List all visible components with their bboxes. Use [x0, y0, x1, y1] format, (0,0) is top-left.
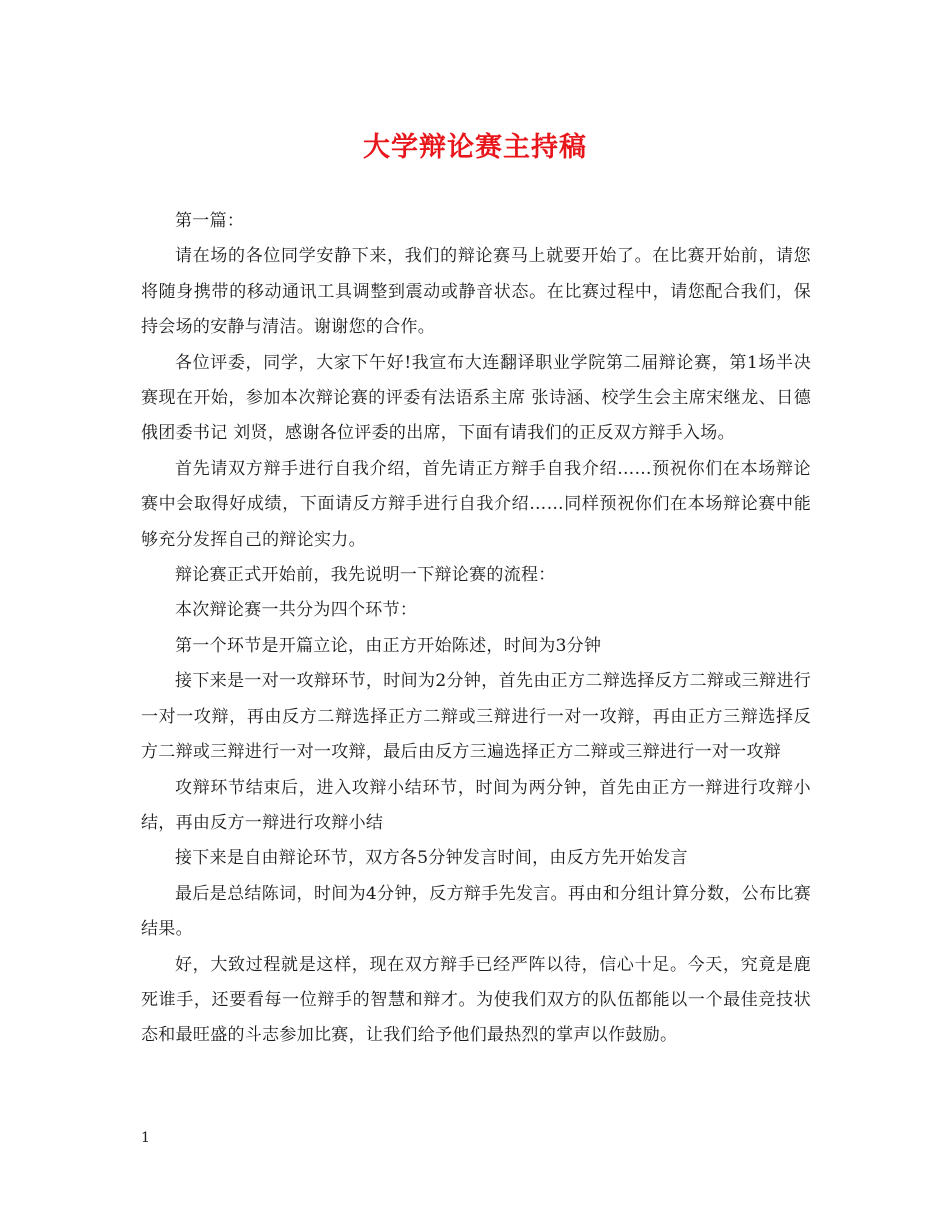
paragraph: 接下来是自由辩论环节，双方各5分钟发言时间，由反方先开始发言 — [175, 848, 688, 869]
paragraph: 首先请双方辩手进行自我介绍，首先请正方辩手自我介绍……预祝你们在本场辩论赛中会取得好成绩，下面请反方辩手进行自我介绍……同样预祝你们在本场辩论赛中能够充分发挥自己的辩论实力。 — [141, 458, 811, 550]
paragraph: 请在场的各位同学安静下来，我们的辩论赛马上就要开始了。在比赛开始前，请您将随身携带的移动通讯工具调整到震动或静音状态。在比赛过程中，请您配合我们，保持会场的安静与清洁。谢谢您的合作。 — [141, 246, 811, 338]
paragraph: 各位评委，同学，大家下午好!我宣布大连翻译职业学院第二届辩论赛，第1场半决赛现在开始，参加本次辩论赛的评委有法语系主席 张诗涵、校学生会主席宋继龙、日德俄团委书记 刘贤，感谢各位评委的出席，下面有请我们的正反双方辩手入场。 — [141, 352, 811, 444]
page-number: 1 — [141, 1130, 150, 1146]
section-heading: 第一篇： — [175, 211, 245, 231]
document-title: 大学辩论赛主持稿 — [363, 132, 587, 163]
paragraph: 好，大致过程就是这样，现在双方辩手已经严阵以待，信心十足。今天，究竟是鹿死谁手，还要看每一位辩手的智慧和辩才。为使我们双方的队伍都能以一个最佳竞技状态和最旺盛的斗志参加比赛，让我们给予他们最热烈的掌声以作鼓励。 — [141, 954, 811, 1046]
paragraph: 攻辩环节结束后，进入攻辩小结环节，时间为两分钟，首先由正方一辩进行攻辩小结，再由反方一辩进行攻辩小结 — [141, 777, 811, 833]
paragraph: 第一个环节是开篇立论，由正方开始陈述，时间为3分钟 — [175, 635, 602, 656]
paragraph: 接下来是一对一攻辩环节，时间为2分钟，首先由正方二辩选择反方二辩或三辩进行一对一攻辩，再由反方二辩选择正方二辩或三辩进行一对一攻辩，再由正方三辩选择反方二辩或三辩进行一对一攻辩，最后由反方三遍选择正方二辩或三辩进行一对一攻辩 — [141, 671, 811, 763]
paragraph: 辩论赛正式开始前，我先说明一下辩论赛的流程： — [175, 565, 556, 586]
document-body — [141, 204, 811, 1054]
paragraph: 本次辩论赛一共分为四个环节： — [175, 600, 418, 621]
paragraph: 最后是总结陈词，时间为4分钟，反方辩手先发言。再由和分组计算分数，公布比赛结果。 — [141, 883, 811, 940]
